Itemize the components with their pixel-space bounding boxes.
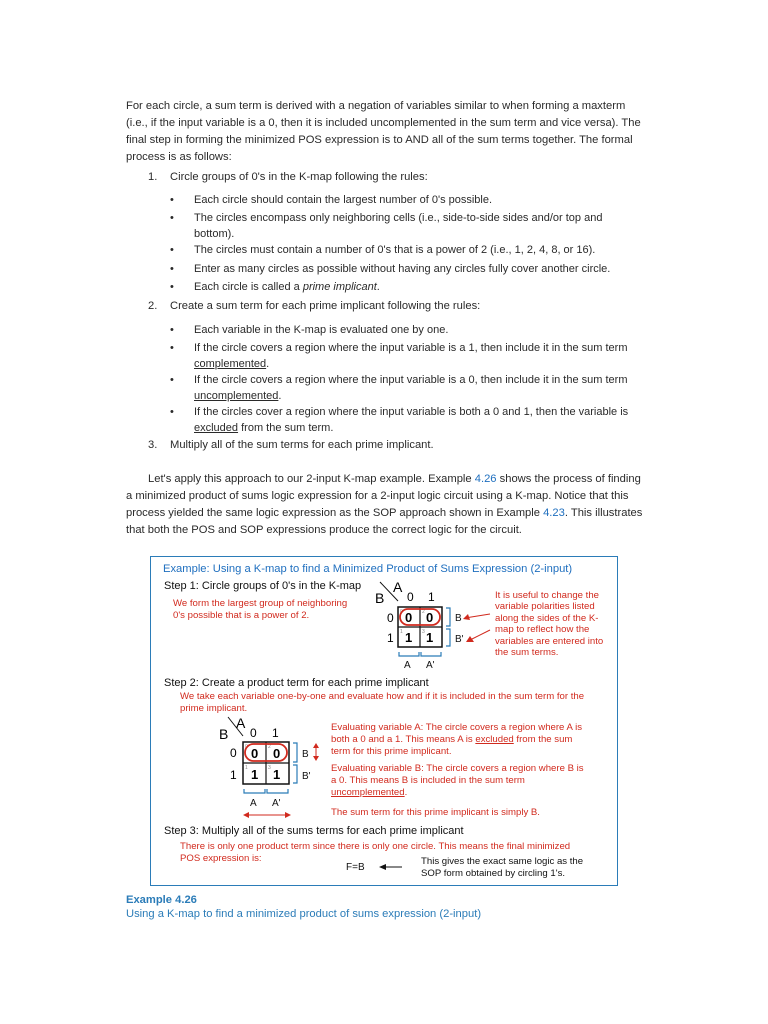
result-note: This gives the exact same logic as the SOP form obtained by circling 1's.	[421, 856, 584, 879]
side-label-b: B	[455, 613, 462, 624]
kmap-var-b: B	[375, 590, 385, 606]
bottom-label-ap: A'	[426, 660, 435, 671]
example-4-26-link[interactable]: 4.26	[474, 473, 497, 485]
kmap-row-1: 1	[387, 631, 394, 645]
kmap-col-1: 1	[272, 726, 279, 740]
example-step-2: Step 2: Create a product term for each prime implicant	[164, 677, 429, 689]
figure-caption-text: Using a K-map to find a minimized product of sums expression (2-input)	[126, 908, 482, 920]
kmap-col-0: 0	[250, 726, 257, 740]
cell-index: 3	[268, 765, 271, 771]
list-number: 3.	[148, 439, 158, 451]
kmap-cell: 1	[251, 767, 259, 782]
side-label-bp: B'	[302, 771, 311, 782]
example-step-1: Step 1: Circle groups of 0's in the K-map	[164, 580, 362, 592]
bullet-icon: •	[170, 342, 174, 354]
bottom-label-a: A	[404, 660, 411, 671]
list-number: 1.	[148, 171, 158, 183]
bullet-icon: •	[170, 324, 174, 336]
step1-note: We form the largest group of neighboring 0's possible that is a power of 2.	[173, 598, 348, 621]
cell-index: 0	[400, 609, 403, 615]
bullet-icon: •	[170, 263, 174, 275]
cell-index: 3	[422, 629, 425, 635]
example-4-23-link[interactable]: 4.23	[543, 507, 565, 519]
bracket-bp	[293, 765, 297, 783]
intro-line: (i.e., if the input variable is a 0, then it is included uncomplemented in the sum term and vice versa). The	[126, 117, 641, 129]
kmap-cell: 0	[251, 746, 259, 761]
side-label-b: B	[302, 749, 309, 760]
kmap-var-a: A	[393, 579, 403, 595]
kmap-cell: 1	[405, 630, 413, 645]
example-step-3: Step 3: Multiply all of the sums terms for each prime implicant	[164, 825, 464, 837]
list-text: Circle groups of 0's in the K-map following the rules:	[170, 171, 428, 183]
document-page: For each circle, a sum term is derived with a negation of variables similar to when forming a maxterm (i.e., if the input variable is a 0, then it is included uncomplemented in the sum term and vice versa). The final step in forming the minimized POS expression is to AND all of the sum terms together. The formal process is as follows: 1. Circle groups of 0's in the K-map following the rules: • Each circle should contain the largest number of 0's possible. • The circles encompass only neighboring cells (i.e., side-to-side sides and/or top and bottom). • The circles must contain a number of 0's that is a power of 2 (i.e., 1, 2, 4, 8, or 16). • Enter as many circles as possible without having any circles fully cover another circle. • Each circle is called a prime implicant. 2. Create a sum term for each prime implicant following the rules: • Each variable in the K-map is evaluated one by one. • If the circle covers a region where the input variable is a 1, then include it in the sum term complemented. • If the circle covers a region where the input variable is a 0, then include it in the sum term uncomplemented. • If the circles cover a region where the input variable is both a 0 and 1, then the variable is excluded from the sum term. 3. Multiply all of the sum terms for each prime implicant. Let's apply this approach to our 2-input K-map example. Example 4.26 shows the process of finding a minimized product of sums logic expression for a 2-input logic circuit using a K-map. Notice that this process yielded the same logic expression as the SOP approach shown in Example 4.23. This illustrates that both the POS and SOP expressions produce the correct logic for the circuit. Example: Using a K-map to find a Minimized Product of Sums Expression (2-input) Step 1: Circle groups of 0's in the K-map We form the largest group of neighboring 0's possible that is a power of 2. It is useful to change the variable polarities listed along the sides of the K- map to reflect how the variables are entered into the sum terms. A B 0 1 0 1 0 2 1 3 0 0 1 1 B B' A A' Step 2: Create a product term for each prime implicant We take each variable one-by-one and evaluate how and if it is included in the sum term for the prime implicant. A B 0 1 0 1 0 2 1 3 0 0 1 1 B B' A A' Evaluating variable A: The circle covers a region where A is both a 0 and a 1. This means A is excluded from the sum term for this prime implicant. Evaluating variable B: The circle covers a region where B is a 0. This means B is included in the sum term uncomplemented. The sum term for this prime implicant is simply B. Step 3: Multiply all of the sums terms for each prime implicant There is only one product term since there is only one circle. This means the final minimized POS expression is: F=B This gives the exact same logic as the SOP form obtained by circling 1's. Example 4.26 Using a K-map to find a minimized product of sums expression (2-input)	[0, 0, 768, 1024]
cell-index: 2	[268, 744, 271, 750]
polarity-note: It is useful to change the variable polarities listed along the sides of the K- map to reflect how the variables are entered into the sum terms.	[495, 590, 604, 659]
cell-index: 1	[400, 629, 403, 635]
list-text: Multiply all of the sum terms for each prime implicant.	[170, 439, 434, 451]
simply-note: The sum term for this prime implicant is simply B.	[331, 807, 540, 818]
step3-note: There is only one product term since there is only one circle. This means the final minimized POS expression is:	[180, 841, 571, 864]
kmap-cell: 1	[426, 630, 434, 645]
eval-b-note: Evaluating variable B: The circle covers a region where B is a 0. This means B is included in the sum term uncomplemented.	[331, 763, 584, 798]
bracket-ap	[267, 789, 288, 793]
intro-line: For each circle, a sum term is derived with a negation of variables similar to when forming a maxterm	[126, 100, 626, 112]
kmap-var-b: B	[219, 726, 229, 742]
kmap-cell: 0	[426, 610, 434, 625]
result-expression: F=B	[346, 862, 365, 873]
intro-line: final step in forming the minimized POS expression is to AND all of the sum terms together. The formal	[126, 134, 633, 146]
example-title: Example: Using a K-map to find a Minimized Product of Sums Expression (2-input)	[163, 563, 573, 575]
cell-index: 0	[245, 744, 248, 750]
cell-index: 2	[422, 609, 425, 615]
bullet-icon: •	[170, 406, 174, 418]
kmap-row-1: 1	[230, 768, 237, 782]
kmap-col-1: 1	[428, 590, 435, 604]
bottom-label-a: A	[250, 798, 257, 809]
kmap-row-0: 0	[387, 611, 394, 625]
figure-caption-number: Example 4.26	[126, 894, 197, 906]
bracket-b	[293, 743, 297, 762]
list-text: Create a sum term for each prime implicant following the rules:	[170, 300, 481, 312]
bracket-a	[244, 789, 265, 793]
step2-note: We take each variable one-by-one and evaluate how and if it is included in the sum term for the prime implicant.	[180, 691, 585, 714]
list-number: 2.	[148, 300, 158, 312]
cell-index: 1	[245, 765, 248, 771]
kmap-row-0: 0	[230, 746, 237, 760]
kmap-var-a: A	[236, 715, 246, 731]
intro-line: process is as follows:	[126, 151, 232, 163]
kmap-col-0: 0	[407, 590, 414, 604]
bottom-label-ap: A'	[272, 798, 281, 809]
apply-paragraph: Let's apply this approach to our 2-input K-map example. Example 4.26 shows the process of finding a minimized product of sums logic expression for a 2-input logic circuit using a K-map. Notice that this process yielded the same logic expression as the SOP approach shown in Example 4.23. This illustrates that both the POS and SOP expressions produce the correct logic for the circuit.	[126, 473, 643, 536]
kmap-cell: 1	[273, 767, 281, 782]
bullet-icon: •	[170, 212, 174, 224]
kmap-cell: 0	[405, 610, 413, 625]
bullet-icon: •	[170, 374, 174, 386]
eval-a-note: Evaluating variable A: The circle covers a region where A is both a 0 and a 1. This means A is excluded from the sum term for this prime implicant.	[331, 722, 582, 757]
kmap-cell: 0	[273, 746, 281, 761]
bullet-icon: •	[170, 281, 174, 293]
bullet-icon: •	[170, 194, 174, 206]
bullet-icon: •	[170, 244, 174, 256]
prime-implicant-term: prime implicant	[302, 281, 377, 293]
side-label-bp: B'	[455, 634, 464, 645]
